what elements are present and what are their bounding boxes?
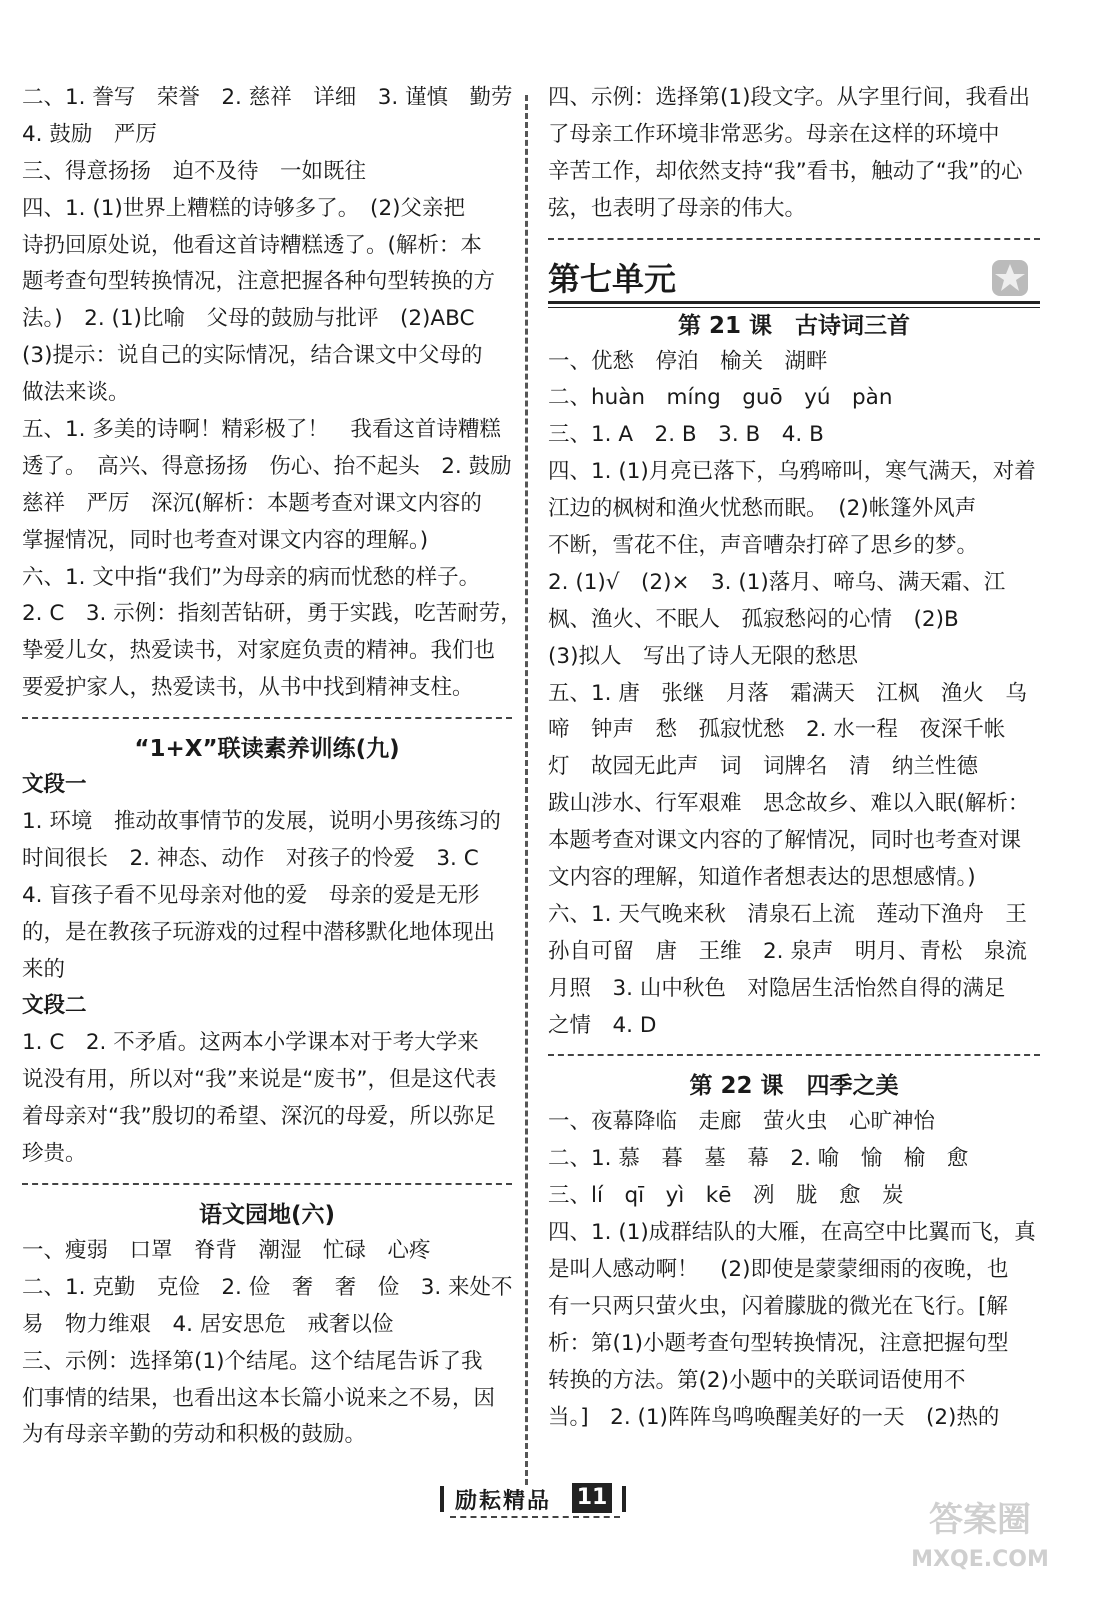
passage-two-answers xyxy=(22,1025,512,1173)
lesson-22-answers xyxy=(548,1104,1040,1436)
text-line: 枫、渔火、不眠人 孤寂愁闷的心情 (2)B xyxy=(548,606,959,632)
passage-one-answers xyxy=(22,804,512,988)
unit-header xyxy=(548,252,1040,308)
section-divider xyxy=(548,1054,1040,1056)
text-line: 一、瘦弱 口罩 脊背 潮湿 忙碌 心疼 xyxy=(22,1237,431,1263)
text-line: 2. C 3. 示例：指刻苦钻研，勇于实践，吃苦耐劳， xyxy=(22,601,522,627)
text-line: 三、得意扬扬 迫不及待 一如既往 xyxy=(22,158,367,184)
text-line: 挚爱儿女，热爱读书，对家庭负责的精神。我们也 xyxy=(22,638,496,664)
text-line: 2. (1)√ (2)× 3. (1)落月、啼乌、满天霜、江 xyxy=(548,569,1006,595)
text-line: 着母亲对“我”殷切的希望、深沉的母爱，所以弥足 xyxy=(22,1104,496,1130)
text-line: 易 物力维艰 4. 居安思危 戒奢以俭 xyxy=(22,1311,394,1337)
footer-dash xyxy=(450,1516,620,1518)
watermark xyxy=(880,1500,1080,1590)
text-line: 跋山涉水、行军艰难 思念故乡、难以入眠(解析： xyxy=(548,791,1030,817)
unit-title: 第七单元 xyxy=(548,259,677,298)
text-line: 析：第(1)小题考查句型转换情况，注意把握句型 xyxy=(548,1330,1009,1356)
text-line: 三、lí qī yì kē 冽 胧 愈 炭 xyxy=(548,1183,904,1209)
text-line: 时间很长 2. 神态、动作 对孩子的怜爱 3. C xyxy=(22,845,479,871)
footer-bar-left xyxy=(440,1486,444,1512)
text-line: 了母亲工作环境非常恶劣。母亲在这样的环境中 xyxy=(548,121,1000,147)
left-section-answers xyxy=(22,80,522,707)
brand-name: 励耘精品 xyxy=(455,1489,552,1514)
text-line: 孙自可留 唐 王维 2. 泉声 明月、青松 泉流 xyxy=(548,938,1027,964)
text-line: 1. C 2. 不矛盾。这两本小学课本对于考大学来 xyxy=(22,1030,479,1056)
text-line: 掌握情况，同时也考查对课文内容的理解。) xyxy=(22,527,429,553)
text-line: (3)提示：说自己的实际情况，结合课文中父母的 xyxy=(22,343,483,369)
text-line: 辛苦工作，却依然支持“我”看书，触动了“我”的心 xyxy=(548,158,1023,184)
text-line: 转换的方法。第(2)小题中的关联词语使用不 xyxy=(548,1367,966,1393)
text-line: (3)拟人 写出了诗人无限的愁思 xyxy=(548,643,858,669)
unit-underline-thin xyxy=(548,307,1040,308)
unit-underline xyxy=(548,301,1040,304)
text-line: 珍贵。 xyxy=(22,1141,87,1167)
chinese-garden-answers xyxy=(22,1233,512,1454)
text-line: 二、huàn míng guō yú pàn xyxy=(548,385,893,411)
text-line: 1. 环境 推动故事情节的发展，说明小男孩练习的 xyxy=(22,809,501,835)
text-line: 4. 鼓励 严厉 xyxy=(22,121,157,147)
text-line: 说没有用，所以对“我”来说是“废书”，但是这代表 xyxy=(22,1067,497,1093)
text-line: 的，是在教孩子玩游戏的过程中潜移默化地体现出 xyxy=(22,919,496,945)
text-line: 慈祥 严厉 深沉(解析：本题考查对课文内容的 xyxy=(22,490,482,516)
training-title: “1+X”联读素养训练(九) xyxy=(134,736,400,763)
text-line: 二、1. 誊写 荣誉 2. 慈祥 详细 3. 谨慎 勤劳 xyxy=(22,85,513,110)
text-line: 诗扔回原处说，他看这首诗糟糕透了。(解析：本 xyxy=(22,232,482,258)
text-line: 本题考查对课文内容的了解情况，同时也考查对课 xyxy=(548,828,1022,854)
text-line: 三、示例：选择第(1)个结尾。这个结尾告诉了我 xyxy=(22,1348,483,1374)
passage-two-heading: 文段二 xyxy=(22,993,87,1019)
section-divider xyxy=(22,717,512,719)
text-line: 六、1. 天气晚来秋 清泉石上流 莲动下渔舟 王 xyxy=(548,901,1027,927)
text-line: 一、优愁 停泊 榆关 湖畔 xyxy=(548,348,828,374)
text-line: 一、夜幕降临 走廊 萤火虫 心旷神怡 xyxy=(548,1109,936,1135)
text-line: 是叫人感动啊！ (2)即使是蒙蒙细雨的夜晚，也 xyxy=(548,1257,1009,1283)
text-line: 为有母亲辛勤的劳动和积极的鼓励。 xyxy=(22,1422,367,1448)
text-line: 之情 4. D xyxy=(548,1012,657,1038)
text-line: 四、1. (1)月亮已落下，乌鸦啼叫，寒气满天，对着 xyxy=(548,459,1036,485)
text-line: 六、1. 文中指“我们”为母亲的病而忧愁的样子。 xyxy=(22,564,481,590)
lesson-22-title: 第 22 课 四季之美 xyxy=(689,1073,899,1100)
star-icon xyxy=(990,258,1030,298)
text-line: 弦，也表明了母亲的伟大。 xyxy=(548,195,807,221)
text-line: 们事情的结果，也看出这本长篇小说来之不易，因 xyxy=(22,1385,496,1411)
text-line: 文内容的理解，知道作者想表达的思想感情。) xyxy=(548,865,976,891)
column-divider xyxy=(525,95,528,1485)
text-line: 二、1. 慕 暮 墓 幕 2. 喻 愉 榆 愈 xyxy=(548,1146,969,1172)
text-line: 啼 钟声 愁 孤寂忧愁 2. 水一程 夜深千帐 xyxy=(548,717,1006,743)
left-column xyxy=(22,80,522,1454)
text-line: 题考查句型转换情况，注意把握各种句型转换的方 xyxy=(22,269,496,295)
text-line: 法。) 2. (1)比喻 父母的鼓励与批评 (2)ABC xyxy=(22,306,475,332)
text-line: 五、1. 多美的诗啊！精彩极了！ 我看这首诗糟糕 xyxy=(22,417,501,443)
lesson-21-answers xyxy=(548,344,1040,1045)
page-number: 11 xyxy=(572,1483,612,1513)
passage-one-heading: 文段一 xyxy=(22,772,87,798)
right-column xyxy=(548,80,1040,1437)
text-line: 四、1. (1)成群结队的大雁，在高空中比翼而飞，真 xyxy=(548,1220,1036,1246)
text-line: 月照 3. 山中秋色 对隐居生活怡然自得的满足 xyxy=(548,975,1006,1001)
text-line: 四、1. (1)世界上糟糕的诗够多了。 (2)父亲把 xyxy=(22,195,466,221)
section-divider xyxy=(548,238,1040,240)
lesson-21-title: 第 21 课 古诗词三首 xyxy=(677,312,911,339)
watermark-line-2: MXQE.COM xyxy=(911,1547,1049,1572)
text-line: 做法来谈。 xyxy=(22,380,130,406)
text-line: 不断，雪花不住，声音嘈杂打碎了思乡的梦。 xyxy=(548,533,979,559)
right-section-answers xyxy=(548,80,1040,228)
text-line: 二、1. 克勤 克俭 2. 俭 奢 奢 俭 3. 来处不 xyxy=(22,1274,513,1300)
section-divider xyxy=(22,1183,512,1185)
watermark-line-1: 答案圈 xyxy=(929,1500,1031,1540)
text-line: 四、示例：选择第(1)段文字。从字里行间，我看出 xyxy=(548,85,1030,110)
text-line: 透了。 高兴、得意扬扬 伤心、抬不起头 2. 鼓励 xyxy=(22,453,512,479)
text-line: 三、1. A 2. B 3. B 4. B xyxy=(548,422,824,448)
text-line: 当。] 2. (1)阵阵鸟鸣唤醒美好的一天 (2)热的 xyxy=(548,1404,1000,1430)
text-line: 要爱护家人，热爱读书，从书中找到精神支柱。 xyxy=(22,675,474,701)
text-line: 有一只两只萤火虫，闪着朦胧的微光在飞行。[解 xyxy=(548,1293,1008,1319)
text-line: 灯 故园无此声 词 词牌名 清 纳兰性德 xyxy=(548,754,979,780)
text-line: 4. 盲孩子看不见母亲对他的爱 母亲的爱是无形 xyxy=(22,882,480,908)
footer-bar-right xyxy=(622,1486,626,1512)
chinese-garden-title: 语文园地(六) xyxy=(198,1201,336,1228)
text-line: 来的 xyxy=(22,956,66,982)
text-line: 江边的枫树和渔火忧愁而眠。 (2)帐篷外风声 xyxy=(548,496,977,522)
text-line: 五、1. 唐 张继 月落 霜满天 江枫 渔火 乌 xyxy=(548,680,1027,706)
